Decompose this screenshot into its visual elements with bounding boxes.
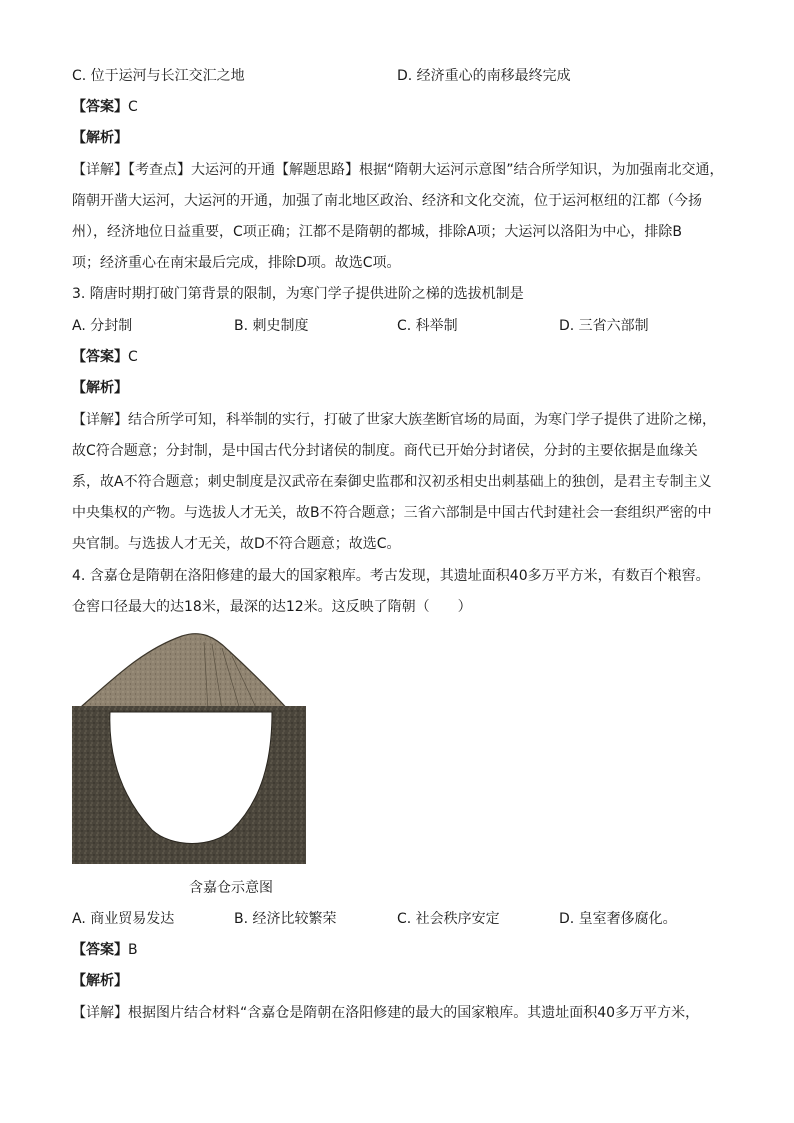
q4-option-c: C. 社会秩序安定 xyxy=(397,911,500,927)
q2-analysis-tag: 【解析】 xyxy=(72,130,128,146)
q2-detail-line: 州），经济地位日益重要，C项正确；江都不是隋朝的都城，排除A项；大运河以洛阳为中心，排除B xyxy=(72,224,682,240)
q4-option-b: B. 经济比较繁荣 xyxy=(234,911,337,927)
answer-tag: 【答案】 xyxy=(72,349,128,365)
q3-question: 3. 隋唐时期打破门第背景的限制，为寒门学子提供进阶之梯的选拔机制是 xyxy=(72,286,524,302)
q3-detail-line: 系，故A不符合题意；刺史制度是汉武帝在秦御史监郡和汉初丞相史出刺基础上的独创，是君主专制主义 xyxy=(72,474,712,490)
q2-detail-line: 【详解】【考查点】大运河的开通【解题思路】根据“隋朝大运河示意图”结合所学知识，为加强南北交通， xyxy=(72,162,724,178)
answer-value: B xyxy=(128,942,138,958)
q4-analysis-tag: 【解析】 xyxy=(72,973,128,989)
q3-analysis-tag: 【解析】 xyxy=(72,380,128,396)
q3-detail-line: 央官制。与选拔人才无关，故D不符合题意；故选C。 xyxy=(72,536,401,552)
q4-option-a: A. 商业贸易发达 xyxy=(72,911,175,927)
figure-caption: 含嘉仓示意图 xyxy=(189,880,273,896)
q2-option-c: C. 位于运河与长江交汇之地 xyxy=(72,68,245,84)
q2-detail-line: 隋朝开凿大运河，大运河的开通，加强了南北地区政治、经济和文化交流，位于运河枢纽的江都（今扬 xyxy=(72,193,702,209)
answer-value: C xyxy=(128,99,138,115)
q3-detail-line: 中央集权的产物。与选拔人才无关，故B不符合题意；三省六部制是中国古代封建社会一套组织严密的中 xyxy=(72,505,712,521)
q4-question-line: 4. 含嘉仓是隋朝在洛阳修建的最大的国家粮库。考古发现，其遗址面积40多万平方米，有数百个粮窖。 xyxy=(72,568,710,584)
q4-option-d: D. 皇室奢侈腐化。 xyxy=(559,911,677,927)
q4-detail-line: 【详解】根据图片结合材料“含嘉仓是隋朝在洛阳修建的最大的国家粮库。其遗址面积40多万平方米， xyxy=(72,1005,700,1021)
q2-answer-row xyxy=(72,97,138,117)
answer-tag: 【答案】 xyxy=(72,942,128,958)
answer-tag: 【答案】 xyxy=(72,99,128,115)
granary-diagram-image xyxy=(72,630,306,864)
q3-answer-row xyxy=(72,347,138,367)
answer-value: C xyxy=(128,349,138,365)
q4-answer-row xyxy=(72,940,138,960)
q3-option-c: C. 科举制 xyxy=(397,318,458,334)
q3-option-a: A. 分封制 xyxy=(72,318,133,334)
q2-option-d: D. 经济重心的南移最终完成 xyxy=(397,68,571,84)
q2-detail-line: 项；经济重心在南宋最后完成，排除D项。故选C项。 xyxy=(72,255,401,271)
q3-option-d: D. 三省六部制 xyxy=(559,318,649,334)
q4-question-line: 仓窖口径最大的达18米，最深的达12米。这反映了隋朝（ ） xyxy=(72,599,472,615)
q3-detail-line: 【详解】结合所学可知，科举制的实行，打破了世家大族垄断官场的局面，为寒门学子提供了进阶之梯， xyxy=(72,412,716,428)
q3-detail-line: 故C符合题意；分封制，是中国古代分封诸侯的制度。商代已开始分封诸侯，分封的主要依据是血缘关 xyxy=(72,443,698,459)
q3-option-b: B. 刺史制度 xyxy=(234,318,309,334)
